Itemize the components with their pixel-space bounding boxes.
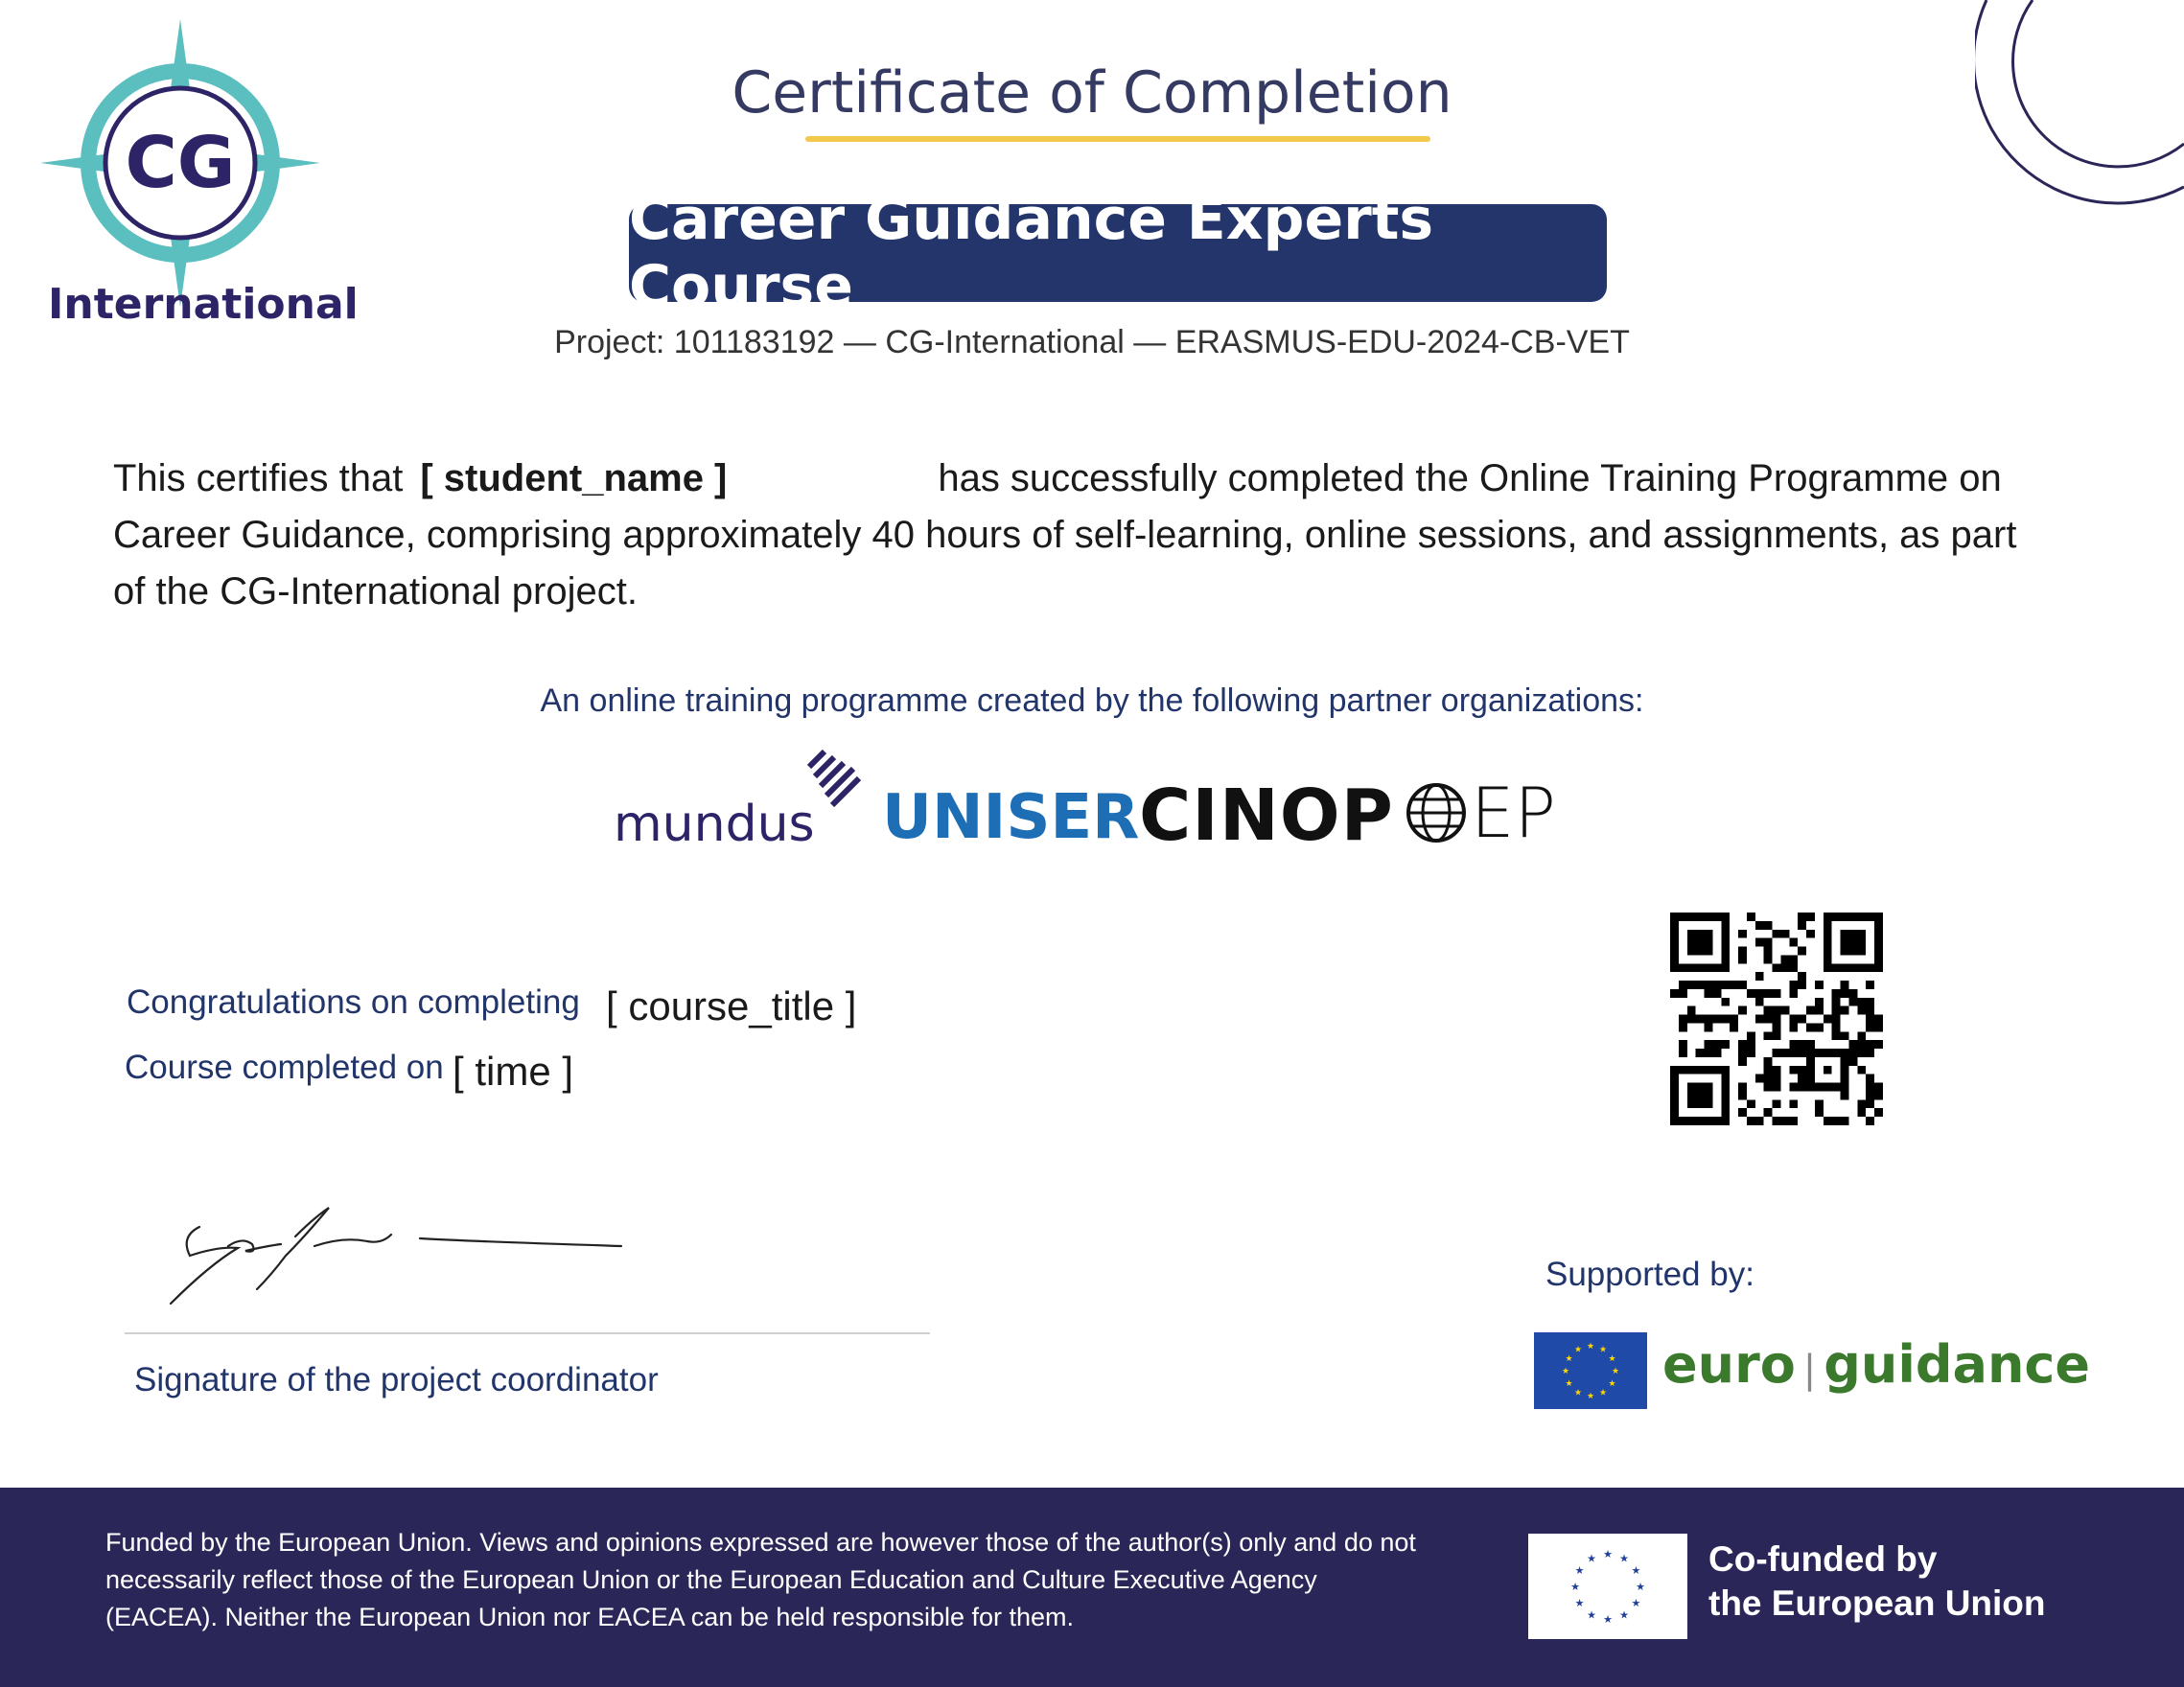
cinop-wordmark: CINOP xyxy=(1139,774,1394,857)
euroguidance-separator: | xyxy=(1802,1348,1817,1392)
certification-intro: This certifies that xyxy=(113,457,404,499)
time-placeholder: [ time ] xyxy=(453,1049,574,1094)
title-underline xyxy=(805,136,1430,142)
eu-star-icon: ★ xyxy=(1636,1581,1645,1593)
svg-text:CG: CG xyxy=(125,122,236,204)
congrats-label: Congratulations on completing xyxy=(127,983,580,1021)
eu-star-icon: ★ xyxy=(1608,1353,1616,1364)
eu-star-icon: ★ xyxy=(1631,1564,1641,1577)
eu-star-icon: ★ xyxy=(1561,1366,1570,1376)
course-name-banner: Career Guidance Experts Course xyxy=(629,204,1607,302)
eu-star-icon: ★ xyxy=(1586,1391,1595,1401)
qr-code-image xyxy=(1668,913,1885,1125)
eu-star-icon: ★ xyxy=(1574,1597,1585,1609)
globe-icon xyxy=(1406,782,1467,844)
course-title-placeholder: [ course_title ] xyxy=(606,983,857,1028)
oep-wordmark: EP xyxy=(1471,773,1556,853)
logo-wordmark: International xyxy=(48,280,359,329)
euroguidance-logo xyxy=(1534,1330,2091,1409)
eu-disclaimer: Funded by the European Union. Views and opinions expressed are however those of the author(s) only and do not necessarily reflect those of the European Union or the European Education and Culture Executive Agency (EACEA). Neither the European Union nor EACEA can be held responsible for them. xyxy=(105,1528,1416,1631)
eu-star-icon: ★ xyxy=(1631,1597,1641,1609)
eu-star-icon: ★ xyxy=(1586,1341,1595,1352)
mundus-stripes-icon xyxy=(805,748,863,815)
mundus-wordmark: mundus xyxy=(614,796,815,853)
certification-statement xyxy=(113,451,2050,620)
project-line: Project: 101183192 — CG-International — ERASMUS-EDU-2024-CB-VET xyxy=(554,324,1630,360)
eu-star-icon: ★ xyxy=(1608,1378,1616,1389)
signature-line xyxy=(125,1332,930,1334)
co-funded-line-1: Co-funded by xyxy=(1708,1539,1938,1579)
eu-star-icon: ★ xyxy=(1587,1609,1596,1622)
eu-star-icon: ★ xyxy=(1598,1387,1608,1398)
eu-star-icon: ★ xyxy=(1619,1553,1629,1565)
eu-star-icon: ★ xyxy=(1573,1344,1583,1354)
euroguidance-euro: euro xyxy=(1662,1334,1796,1395)
eu-star-icon: ★ xyxy=(1587,1553,1596,1565)
eu-star-icon: ★ xyxy=(1570,1581,1580,1593)
co-funded-line-2: the European Union xyxy=(1708,1583,2046,1623)
eu-star-icon: ★ xyxy=(1619,1609,1629,1622)
eu-star-icon: ★ xyxy=(1611,1366,1620,1376)
euroguidance-wordmark xyxy=(1662,1334,2090,1395)
eu-star-icon: ★ xyxy=(1573,1387,1583,1398)
eu-star-icon: ★ xyxy=(1603,1548,1613,1560)
certificate-title: Certificate of Completion xyxy=(732,59,1452,127)
co-funded-label xyxy=(1708,1537,2046,1626)
eu-star-icon: ★ xyxy=(1574,1564,1585,1577)
signature-label: Signature of the project coordinator xyxy=(134,1361,659,1398)
eu-flag-icon xyxy=(1528,1534,1687,1639)
eu-star-icon: ★ xyxy=(1565,1378,1573,1389)
eu-star-icon: ★ xyxy=(1598,1344,1608,1354)
eu-star-icon: ★ xyxy=(1603,1613,1613,1626)
qr-code xyxy=(1668,913,1885,1125)
coordinator-signature xyxy=(161,1198,631,1313)
completion-date-label: Course completed on xyxy=(125,1049,444,1086)
euroguidance-guidance: guidance xyxy=(1824,1334,2091,1395)
partners-heading: An online training programme created by the following partner organizations: xyxy=(540,682,1644,719)
supported-by-label: Supported by: xyxy=(1545,1256,1754,1293)
eu-flag-icon xyxy=(1534,1332,1647,1409)
certification-text: has successfully completed the Online Training Programme on Career Guidance, comprising approximately 40 hours of self-learning, online sessions, and assignments, as part of the CG-International project. xyxy=(113,457,2017,612)
partner-logos xyxy=(614,748,1572,857)
uniser-wordmark: UNISER xyxy=(882,782,1140,853)
eu-star-icon: ★ xyxy=(1565,1353,1573,1364)
student-name-placeholder: [ student_name ] xyxy=(420,457,728,499)
